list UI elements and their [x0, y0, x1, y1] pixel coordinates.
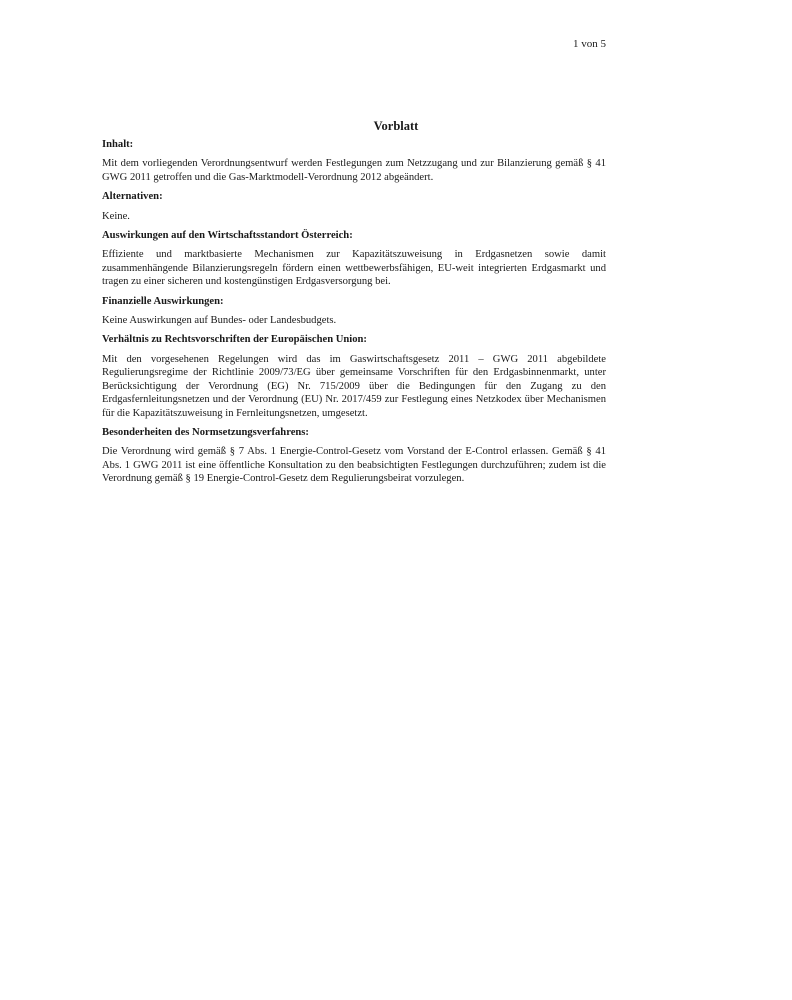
section-heading: Alternativen: [102, 191, 163, 203]
section-text: Die Verordnung wird gemäß § 7 Abs. 1 Energie-Control-Gesetz vom Vorstand der E-Control erlassen. Gemäß § 41 Abs. 1 GWG 2011 ist eine öffentliche Konsultation zu den beabsichtigten Festlegungen durchzuführen; zudem ist die Verordnung gemäß § 19 Energie-Control-Gesetz dem Regulierungsbeirat vorzulegen. [102, 446, 606, 485]
section-text: Mit dem vorliegenden Verordnungsentwurf werden Festlegungen zum Netzzugang und zur Bilanzierung gemäß § 41 GWG 2011 getroffen und die Gas-Marktmodell-Verordnung 2012 abgeändert. [102, 158, 606, 183]
section-heading: Inhalt: [102, 139, 134, 150]
section-heading: Besonderheiten des Normsetzungsverfahrens: [102, 426, 309, 438]
section-text: Mit den vorgesehenen Regelungen wird das im Gaswirtschaftsgesetz 2011 – GWG 2011 abgebildete Regulierungsregime der Richtlinie 2009/73/EG über gemeinsame Vorschriften für den Erdgasbinnenmarkt, unter Berücksichtigung der Verordnung (EG) Nr. 715/2009 über die Bedingungen für den Zugang zu den Erdgasfernleitungsnetzen und der Verordnung (EU) Nr. 2017/459 zur Festlegung eines Netzkodex über Mechanismen für die Kapazitätszuweisung in Fernleitungsnetzen, umgesetzt. [102, 353, 606, 419]
section-eu-recht [102, 333, 606, 419]
section-heading: Auswirkungen auf den Wirtschaftsstandort Österreich: [102, 230, 353, 242]
document-title: Vorblatt [373, 119, 419, 133]
document-body [102, 138, 606, 492]
section-text: Effiziente und marktbasierte Mechanismen zur Kapazitätszuweisung in Erdgasnetzen sowie damit zusammenhängende Bilanzierungsregeln fördern einen wettbewerbsfähigen, EU-weit integrierten Erdgasmarkt und tragen zu einer sicheren und kostengünstigen Erdgasversorgung bei. [102, 249, 606, 288]
section-heading: Verhältnis zu Rechtsvorschriften der Europäischen Union: [102, 334, 367, 346]
section-heading: Finanzielle Auswirkungen: [102, 295, 224, 307]
section-normsetzungsverfahren [102, 426, 606, 486]
section-wirtschaftsstandort [102, 229, 606, 289]
section-text: Keine Auswirkungen auf Bundes- oder Landesbudgets. [102, 315, 337, 327]
page-number: 1 von 5 [573, 38, 606, 50]
section-finanzielle-auswirkungen [102, 295, 606, 328]
section-text: Keine. [102, 210, 130, 222]
section-alternativen [102, 190, 606, 223]
section-inhalt [102, 138, 606, 184]
